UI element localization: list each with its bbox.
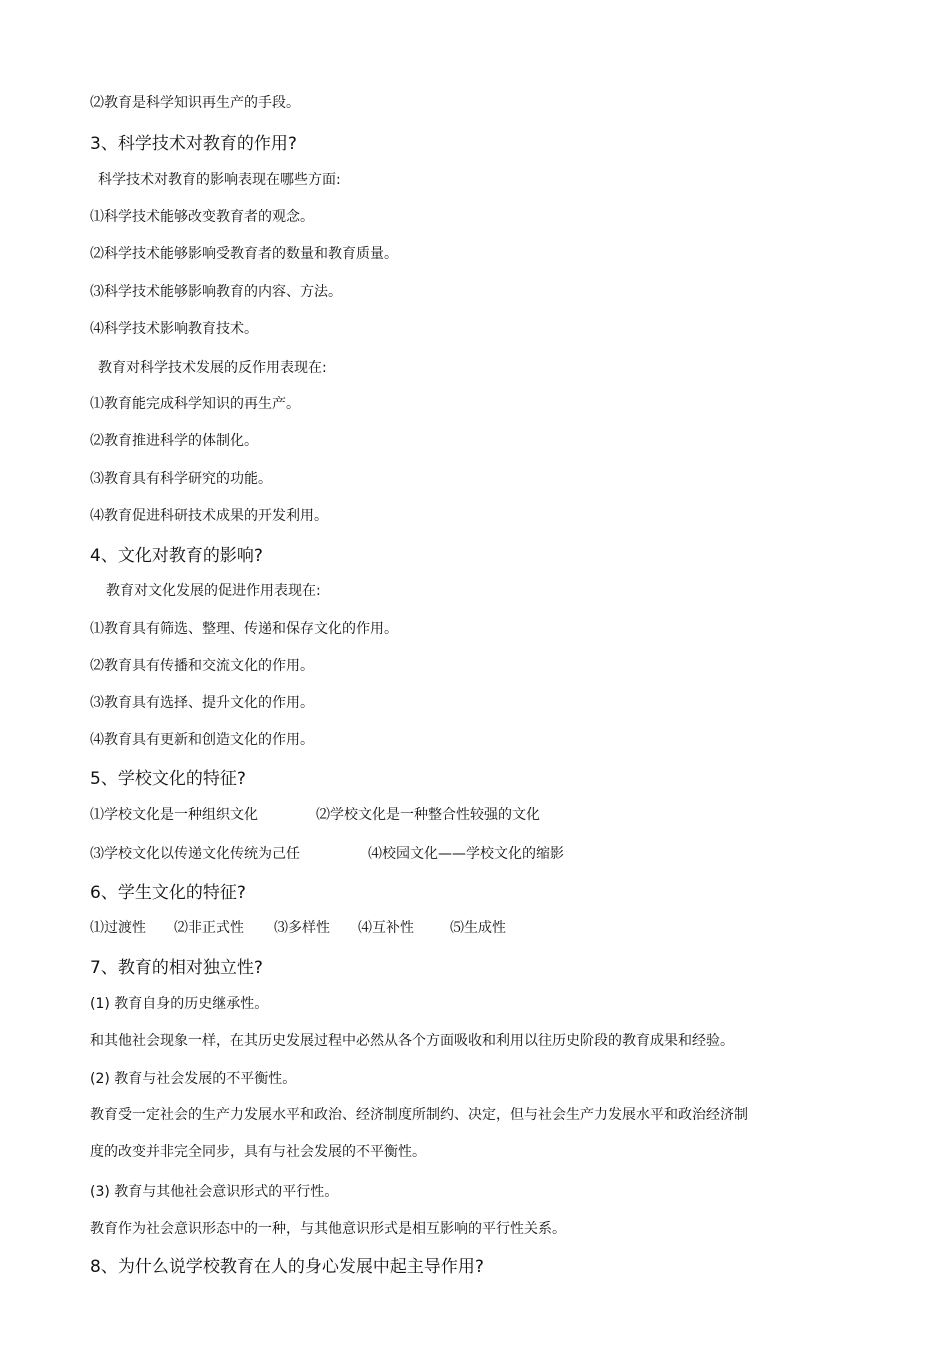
student-culture-item: ⑴过渡性 [90, 920, 146, 936]
text-line: ⑵科学技术能够影响受教育者的数量和教育质量。 [90, 246, 398, 262]
student-culture-item: ⑵非正式性 [174, 920, 244, 936]
text-line: 教育作为社会意识形态中的一种，与其他意识形式是相互影响的平行性关系。 [90, 1221, 566, 1237]
text-line: ⑵教育具有传播和交流文化的作用。 [90, 658, 314, 674]
text-line: 度的改变并非完全同步，具有与社会发展的不平衡性。 [90, 1144, 426, 1160]
text-line: ⑷教育具有更新和创造文化的作用。 [90, 732, 314, 748]
school-culture-item: ⑷校园文化——学校文化的缩影 [368, 846, 564, 862]
student-culture-item: ⑷互补性 [358, 920, 414, 936]
school-culture-item: ⑵学校文化是一种整合性较强的文化 [316, 807, 540, 823]
section-heading-4: 4、文化对教育的影响? [90, 546, 263, 566]
section-heading-7: 7、教育的相对独立性? [90, 958, 263, 978]
text-line: ⑴教育能完成科学知识的再生产。 [90, 396, 300, 412]
student-culture-item: ⑶多样性 [274, 920, 330, 936]
text-line: ⑶教育具有科学研究的功能。 [90, 471, 272, 487]
section-heading-8: 8、为什么说学校教育在人的身心发展中起主导作用? [90, 1257, 484, 1277]
text-line: ⑷科学技术影响教育技术。 [90, 321, 258, 337]
text-line: 和其他社会现象一样，在其历史发展过程中必然从各个方面吸收和利用以往历史阶段的教育成果和经验。 [90, 1033, 734, 1049]
text-line: ⑴教育具有筛选、整理、传递和保存文化的作用。 [90, 621, 398, 637]
text-line: (3) 教育与其他社会意识形式的平行性。 [90, 1184, 339, 1200]
text-line: ⑶科学技术能够影响教育的内容、方法。 [90, 284, 342, 300]
student-culture-item: ⑸生成性 [450, 920, 506, 936]
text-line: 教育对文化发展的促进作用表现在: [106, 583, 321, 599]
school-culture-item: ⑶学校文化以传递文化传统为己任 [90, 846, 300, 862]
text-line: ⑷教育促进科研技术成果的开发利用。 [90, 508, 328, 524]
text-line: (2) 教育与社会发展的不平衡性。 [90, 1071, 297, 1087]
text-line: 教育受一定社会的生产力发展水平和政治、经济制度所制约、决定，但与社会生产力发展水平和政治经济制 [90, 1107, 748, 1123]
text-line: 教育对科学技术发展的反作用表现在: [98, 360, 327, 376]
text-line: ⑴科学技术能够改变教育者的观念。 [90, 209, 314, 225]
section-heading-6: 6、学生文化的特征? [90, 883, 246, 903]
school-culture-item: ⑴学校文化是一种组织文化 [90, 807, 258, 823]
text-line: ⑵教育推进科学的体制化。 [90, 433, 258, 449]
section-heading-3: 3、科学技术对教育的作用? [90, 134, 297, 154]
text-line: ⑶教育具有选择、提升文化的作用。 [90, 695, 314, 711]
text-line: (1) 教育自身的历史继承性。 [90, 996, 269, 1012]
text-line: ⑵教育是科学知识再生产的手段。 [90, 95, 300, 111]
section-heading-5: 5、学校文化的特征? [90, 769, 246, 789]
text-line: 科学技术对教育的影响表现在哪些方面: [98, 172, 341, 188]
